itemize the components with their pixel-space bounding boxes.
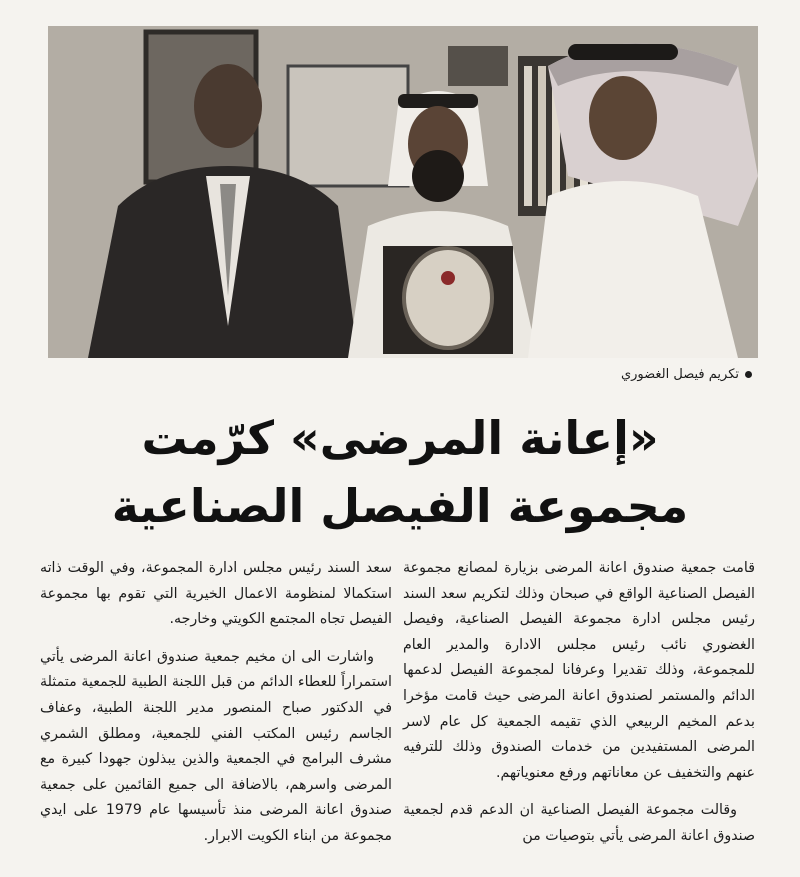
dot-bullet-icon [745, 371, 752, 378]
caption-text: تكريم فيصل الغضوري [620, 367, 739, 382]
photo-caption [621, 367, 752, 382]
paragraph: وقالت مجموعة الفيصل الصناعية ان الدعم قدم لجمعية صندوق اعانة المرضى يأتي بتوصيات من [403, 802, 755, 844]
article-column-left [40, 556, 392, 850]
news-photo [48, 26, 758, 358]
paragraph: سعد السند رئيس مجلس ادارة المجموعة، وفي الوقت ذاته استكمالا لمنظومة الاعمال الخيرية التي تقوم بها مجموعة الفيصل تجاه المجتمع الكويتي وخارجه. [40, 560, 392, 628]
paragraph: واشارت الى ان مخيم جمعية صندوق اعانة المرضى يأتي استمراراً للعطاء الدائم من قبل اللجنة الطبية للجمعية متمثلة في الدكتور صباح المنصور مدير اللجنة الطبية، وعفاف الجاسم رئيس المكتب الفني للجمعية، ومطلق الشمري مشرف البرامج في الجمعية والذين يبذلون جهودا كبيرة مع المرضى واسرهم، بالاضافة الى جميع القائمين على جمعية صندوق اعانة المرضى منذ تأسيسها عام 1979 على ايدي مجموعة من ابناء الكويت الابرار. [40, 648, 392, 844]
photo-illustration [48, 26, 758, 358]
headline-line-2: مجموعة الفيصل الصناعية [111, 479, 689, 533]
article-column-right [403, 556, 755, 850]
article-headline [0, 404, 800, 540]
paragraph: قامت جمعية صندوق اعانة المرضى بزيارة لمصانع مجموعة الفيصل الصناعية الواقع في صبحان وذلك لتكريم سعد السند رئيس مجلس ادارة مجموعة الفيصل الصناعية، وفيصل الغضوري نائب رئيس مجلس الادارة والمدير العام للمجموعة، وذلك تقديرا وعرفانا لمجموعة الفيصل لدعمها الدائم والمستمر لصندوق اعانة المرضى حيث قامت مؤخرا بدعم المخيم الربيعي الذي تقيمه الجمعية كل عام لاسر المرضى المستفيدين من خدمات الصندوق وذلك للترفيه عنهم والتخفيف عن معاناتهم ورفع معنوياتهم. [403, 560, 755, 781]
headline-line-1: «إعانة المرضى» كرّمت [141, 411, 659, 465]
